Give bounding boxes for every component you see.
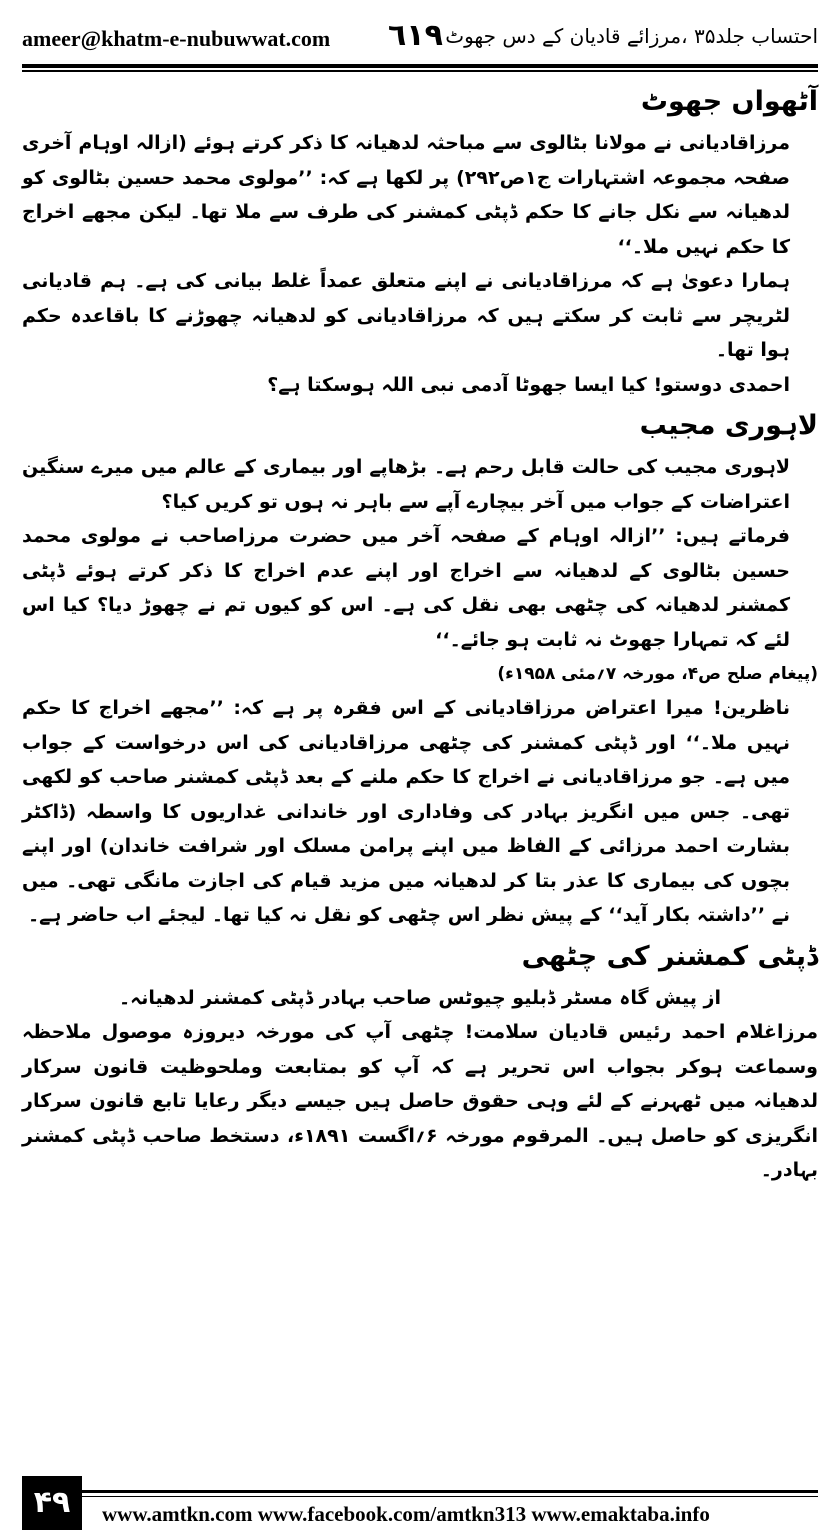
footer-links: www.amtkn.com www.facebook.com/amtkn313 www.emaktaba.info: [102, 1502, 710, 1526]
section-heading-eighth-lie: آٹھواں جھوٹ: [640, 86, 818, 117]
paragraph: فرماتے ہیں: ’’ازالہ اوہام کے صفحہ آخر میں حضرت مرزاصاحب نے مولوی محمد حسین بٹالوی کے لدھیانہ سے اخراج اور اپنے عدم اخراج کا ذکر کرتے ہوئے ڈپٹی کمشنر لدھیانہ کی چٹھی بھی نقل کی ہے۔ اس کو کیوں تم نے چھوڑ دیا؟ کیا اس لئے کہ تمہارا جھوٹ نہ ثابت ہو جائے۔‘‘: [22, 525, 790, 651]
paragraph: ہمارا دعویٰ ہے کہ مرزاقادیانی نے اپنے متعلق عمداً غلط بیانی کی ہے۔ ہم قادیانی لٹریچر سے ثابت کر سکتے ہیں کہ مرزاقادیانی کو لدھیانہ چھوڑنے کا باقاعدہ حکم ہوا تھا۔: [22, 270, 790, 361]
paragraph: لاہوری مجیب کی حالت قابل رحم ہے۔ بڑھاپے اور بیماری کے عالم میں میرے سنگین اعتراضات کے جواب میں آخر بیچارے آپے سے باہر نہ ہوں تو کریں کیا؟: [22, 456, 790, 513]
header-title: احتساب جلد۳۵ ،مرزائے قادیان کے دس جھوٹ: [445, 24, 818, 48]
header-rule-thin: [22, 70, 818, 72]
header-rule: [22, 64, 818, 68]
section-heading-lahori-mujib: لاہوری مجیب: [639, 410, 818, 441]
paragraph: ناظرین! میرا اعتراض مرزاقادیانی کے اس فقرہ پر ہے کہ: ’’مجھے اخراج کا حکم نہیں ملا۔‘‘ اور ڈپٹی کمشنر کی چٹھی مرزاقادیانی کی اس درخواست کے جواب میں ہے۔ جو مرزاقادیانی نے اخراج کا حکم ملنے کے بعد ڈپٹی کمشنر صاحب کو لکھی تھی۔ جس میں انگریز بہادر کی وفاداری اور خاندانی غداریوں کا واسطہ (ڈاکٹر بشارت احمد مرزائی کے الفاظ میں اپنے پرامن مسلک اور شرافت خاندان) اور اپنے بچوں کی بیماری کا عذر بتا کر لدھیانہ میں مزید قیام کی اجازت مانگی تھی۔ میں نے ’’داشتہ بکار آید‘‘ کے پیش نظر اس چٹھی کو نقل نہ کیا تھا۔ لیجئے اب حاضر ہے۔: [22, 697, 790, 926]
footer-rule: [22, 1490, 818, 1493]
paragraph: احمدی دوستو! کیا ایسا جھوٹا آدمی نبی اللہ ہوسکتا ہے؟: [267, 373, 790, 396]
letter-from-line: از پیش گاہ مسٹر ڈبلیو چیوٹس صاحب بہادر ڈپٹی کمشنر لدھیانہ۔: [119, 986, 721, 1009]
section-heading-deputy-commissioner-letter: ڈپٹی کمشنر کی چٹھی: [521, 940, 818, 972]
page-footer: [22, 1485, 818, 1530]
letter-body: مرزاغلام احمد رئیس قادیان سلامت! چٹھی آپ کی مورخہ دیروزہ موصول ملاحظہ وسماعت ہوکر بجواب اس تحریر ہے کہ آپ کو بمتابعت وملحوظیت قانون سرکار لدھیانہ میں ٹھہرنے کے لئے وہی حقوق حاصل ہیں جیسے دیگر رعایا تابع قانون سرکار انگریزی کو حاصل ہیں۔ المرقوم مورخہ ۶؍اگست ۱۸۹۱ء، دستخط صاحب ڈپٹی کمشنر بہادر۔: [22, 1021, 818, 1181]
header-page-number: ٦١٩: [388, 18, 443, 53]
footer-page-number: ۴۹: [22, 1476, 82, 1530]
page-body: [22, 78, 818, 1188]
reference-citation: (پیغام صلح ص۴، مورخہ ۷؍مئی ۱۹۵۸ء): [497, 664, 818, 684]
paragraph: مرزاقادیانی نے مولانا بٹالوی سے مباحثہ لدھیانہ کا ذکر کرتے ہوئے (ازالہ اوہام آخری صفحہ مجموعہ اشتہارات ج۱ص۲۹۲) پر لکھا ہے کہ: ’’مولوی محمد حسین بٹالوی کو لدھیانہ سے نکل جانے کا حکم ڈپٹی کمشنر کی طرف سے ملا تھا۔ لیکن مجھے اخراج کا حکم نہیں ملا۔‘‘: [22, 132, 790, 258]
page-header: [22, 14, 818, 58]
header-email: ameer@khatm-e-nubuwwat.com: [22, 26, 331, 51]
footer-rule-thin: [22, 1496, 818, 1497]
